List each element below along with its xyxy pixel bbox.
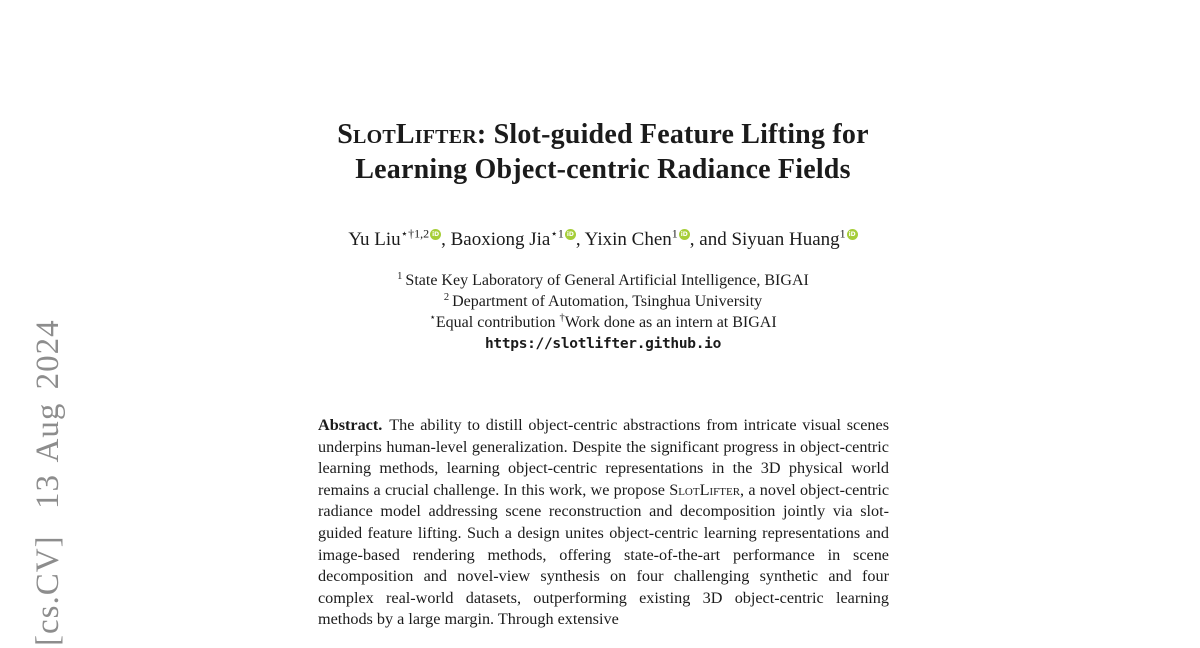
abstract-label: Abstract.	[318, 416, 383, 434]
equal-contribution-text: Equal contribution	[435, 314, 560, 331]
intern-note-superscript: †	[559, 312, 565, 324]
title-line-1-rest: : Slot-guided Feature Lifting for	[476, 119, 869, 150]
author-name: Baoxiong Jia	[450, 229, 551, 250]
affiliation-2	[300, 291, 906, 312]
project-url-line	[300, 334, 906, 354]
affiliation-1-text: State Key Laboratory of General Artificial Intelligence, BIGAI	[405, 272, 809, 289]
author-entry	[584, 226, 732, 250]
author-line	[300, 228, 906, 252]
affiliations-block	[300, 270, 906, 354]
orcid-id-label: iD	[432, 231, 440, 238]
orcid-id-label: iD	[680, 231, 688, 238]
equal-contribution-superscript: ⋆	[429, 312, 436, 324]
intern-note-text: Work done as an intern at BIGAI	[564, 314, 777, 331]
orcid-icon[interactable]	[565, 229, 576, 240]
title-line-1	[300, 117, 906, 152]
project-url-link[interactable]: https://slotlifter.github.io	[484, 336, 722, 352]
title-method-name: SlotLifter	[337, 119, 477, 150]
author-name: Siyuan Huang	[731, 229, 840, 250]
author-superscript: ⋆†1,2	[400, 226, 430, 241]
title-line-2: Learning Object-centric Radiance Fields	[355, 154, 851, 185]
contribution-notes	[300, 312, 906, 333]
arxiv-watermark: [cs.CV] 13 Aug 2024	[30, 319, 66, 646]
author-entry	[450, 226, 585, 250]
orcid-icon[interactable]	[430, 229, 441, 240]
abstract-method-name: SlotLifter	[669, 480, 741, 499]
orcid-icon[interactable]	[679, 229, 690, 240]
abstract	[300, 415, 906, 631]
paper-title	[300, 117, 906, 187]
author-separator: , and	[689, 229, 732, 250]
paper-content	[300, 117, 906, 631]
orcid-id-label: iD	[848, 231, 856, 238]
author-entry	[348, 226, 451, 250]
author-entry	[731, 226, 857, 250]
author-separator: ,	[575, 229, 585, 250]
author-superscript: 1	[839, 226, 846, 241]
affiliation-2-text: Department of Automation, Tsinghua University	[452, 293, 763, 310]
affiliation-1-superscript: 1	[397, 270, 403, 282]
orcid-id-label: iD	[566, 231, 574, 238]
abstract-text-before: The ability to distill object-centric abstractions from intricate visual scenes underpins human-level generalization. Despite the significant progress in object-centric learning methods, learning object-centric representations in the 3D physical world remains a crucial challenge. In this work, we propose	[318, 416, 889, 499]
author-superscript: ⋆1	[550, 226, 564, 241]
author-separator: ,	[441, 229, 451, 250]
author-name: Yixin Chen	[584, 229, 672, 250]
affiliation-2-superscript: 2	[443, 291, 450, 303]
author-superscript: 1	[671, 226, 678, 241]
affiliation-1	[300, 270, 906, 291]
abstract-text-after: , a novel object-centric radiance model addressing scene reconstruction and decomposition jointly via slot-guided feature lifting. Such a design unites object-centric learning representations and image-based rendering methods, offering state-of-the-art performance in scene decomposition and novel-view synthesis on four challenging synthetic and four complex real-world datasets, outperforming existing 3D object-centric learning methods by a large margin. Through extensive	[318, 480, 890, 629]
orcid-icon[interactable]	[847, 229, 858, 240]
author-name: Yu Liu	[348, 229, 401, 250]
